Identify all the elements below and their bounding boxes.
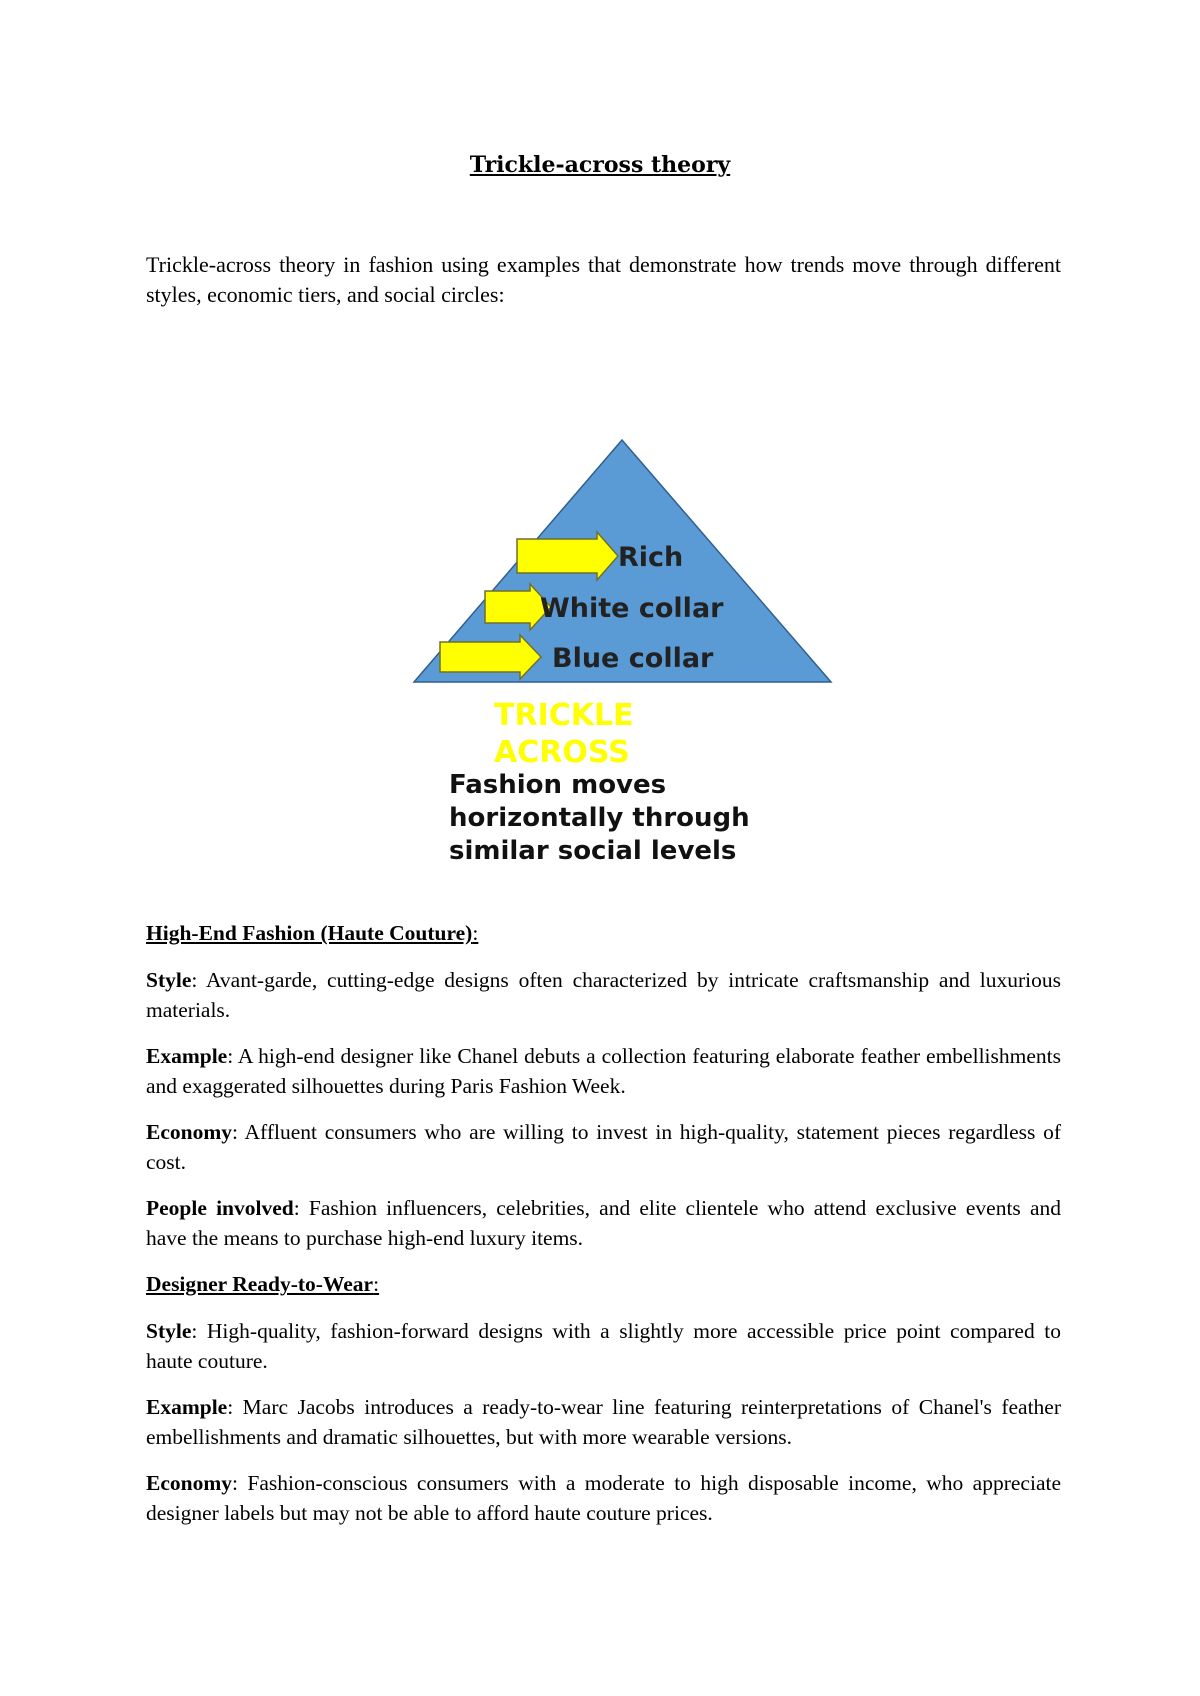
paragraph-label: Example <box>146 1395 228 1419</box>
trickle-across-figure <box>410 435 835 870</box>
level-label-rich: Rich <box>618 542 684 573</box>
paragraph-rtw-example <box>146 1392 1061 1452</box>
document-body <box>146 918 1061 1544</box>
paragraph-label: Style <box>146 1319 192 1343</box>
paragraph-label: Example <box>146 1044 228 1068</box>
level-label-white-collar: White collar <box>540 593 724 624</box>
paragraph-rtw-economy <box>146 1468 1061 1528</box>
paragraph-text: : Marc Jacobs introduces a ready-to-wear line featuring reinterpretations of Chanel's feather embellishments and dramatic silhouettes, but with more wearable versions. <box>146 1395 1061 1449</box>
section-heading-high-end: High-End Fashion (Haute Couture): <box>146 921 479 945</box>
figure-heading-line2: ACROSS <box>494 735 630 770</box>
pyramid-diagram <box>410 435 835 870</box>
paragraph-high-end-economy <box>146 1117 1061 1177</box>
document-title: Trickle-across theory <box>469 152 731 178</box>
paragraph-high-end-people <box>146 1193 1061 1253</box>
paragraph-text: : High-quality, fashion-forward designs with a slightly more accessible price point compared to haute couture. <box>146 1319 1061 1373</box>
paragraph-text: : Affluent consumers who are willing to invest in high-quality, statement pieces regardless of cost. <box>146 1120 1061 1174</box>
figure-caption-line3: similar social levels <box>449 836 737 866</box>
paragraph-label: Economy <box>146 1471 232 1495</box>
figure-caption-line1: Fashion moves <box>449 770 667 800</box>
paragraph-text: : Avant-garde, cutting-edge designs often characterized by intricate craftsmanship and luxurious materials. <box>146 968 1061 1022</box>
paragraph-text: : Fashion-conscious consumers with a moderate to high disposable income, who appreciate designer labels but may not be able to afford haute couture prices. <box>146 1471 1061 1525</box>
paragraph-high-end-example <box>146 1041 1061 1101</box>
paragraph-rtw-style <box>146 1316 1061 1376</box>
level-label-blue-collar: Blue collar <box>552 643 714 674</box>
arrow-rich <box>517 532 618 580</box>
paragraph-text: : Fashion influencers, celebrities, and elite clientele who attend exclusive events and have the means to purchase high-end luxury items. <box>146 1196 1062 1250</box>
intro-paragraph: Trickle-across theory in fashion using examples that demonstrate how trends move through different styles, economic tiers, and social circles: <box>146 252 1061 307</box>
figure-caption-line2: horizontally through <box>449 803 750 833</box>
arrow-blue-collar <box>440 635 541 679</box>
paragraph-label: Economy <box>146 1120 232 1144</box>
paragraph-label: People involved <box>146 1196 294 1220</box>
paragraph-text: : A high-end designer like Chanel debuts a collection featuring elaborate feather embellishments and exaggerated silhouettes during Paris Fashion Week. <box>146 1044 1061 1098</box>
section-heading-ready-to-wear: Designer Ready-to-Wear: <box>146 1272 380 1296</box>
figure-heading-line1: TRICKLE <box>494 698 634 733</box>
paragraph-high-end-style <box>146 965 1061 1025</box>
paragraph-label: Style <box>146 968 192 992</box>
